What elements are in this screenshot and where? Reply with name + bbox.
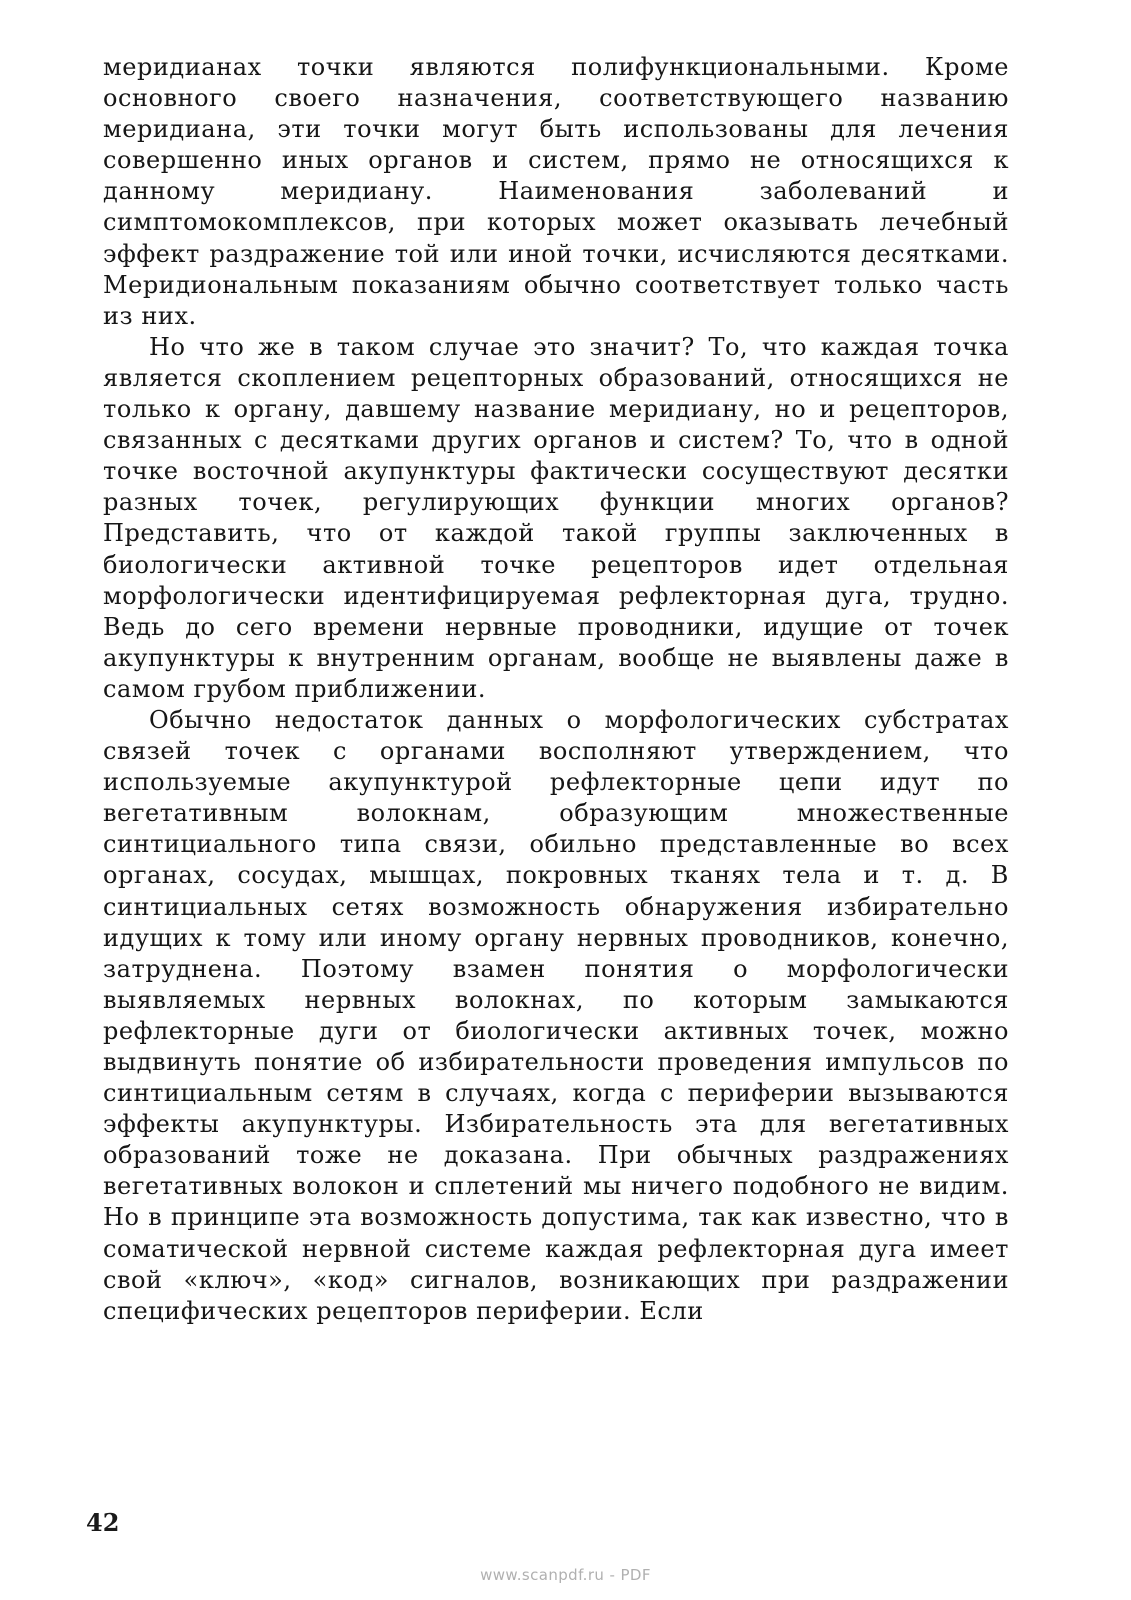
watermark: www.scanpdf.ru - PDF <box>480 1566 651 1584</box>
page-number: 42 <box>86 1508 120 1537</box>
paragraph: Но что же в таком случае это значит? То, что каждая точка является скоплением рецепторных образований, относящихся не только к органу, давшему название меридиану, но и рецепторов, связанных с десятками других органов и систем? То, что в одной точке восточной акупунктуры фактически сосуществуют десятки разных точек, регулирующих функции многих органов? Представить, что от каждой такой группы заключенных в биологически активной точке рецепторов идет отдельная морфологически идентифицируемая рефлекторная дуга, трудно. Ведь до сего времени нервные проводники, идущие от точек акупунктуры к внутренним органам, вообще не выявлены даже в самом грубом приближении. <box>103 332 1009 703</box>
paragraph-continued: меридианах точки являются полифункциональными. Кроме основного своего назначения, соответствующего названию меридиана, эти точки могут быть использованы для лечения совершенно иных органов и систем, прямо не относящихся к данному меридиану. Наименования заболеваний и симптомокомплексов, при которых может оказывать лечебный эффект раздражение той или иной точки, исчисляются десятками. Меридиональным показаниям обычно соответствует только часть из них. <box>103 53 1009 330</box>
body-text <box>103 52 1009 1327</box>
paragraph: Обычно недостаток данных о морфологических субстратах связей точек с органами восполняют утверждением, что используемые акупунктурой рефлекторные цепи идут по вегетативным волокнам, образующим множественные синтициального типа связи, обильно представленные во всех органах, сосудах, мышцах, покровных тканях тела и т. д. В синтициальных сетях возможность обнаружения избирательно идущих к тому или иному органу нервных проводников, конечно, затруднена. Поэтому взамен понятия о морфологически выявляемых нервных волокнах, по которым замыкаются рефлекторные дуги от биологически активных точек, можно выдвинуть понятие об избирательности проведения импульсов по синтициальным сетям в случаях, когда с периферии вызываются эффекты акупунктуры. Избирательность эта для вегетативных образований тоже не доказана. При обычных раздражениях вегетативных волокон и сплетений мы ничего подобного не видим. Но в принципе эта возможность допустима, так как известно, что в соматической нервной системе каждая рефлекторная дуга имеет свой «ключ», «код» сигналов, возникающих при раздражении специфических рецепторов периферии. Если <box>103 705 1009 1325</box>
